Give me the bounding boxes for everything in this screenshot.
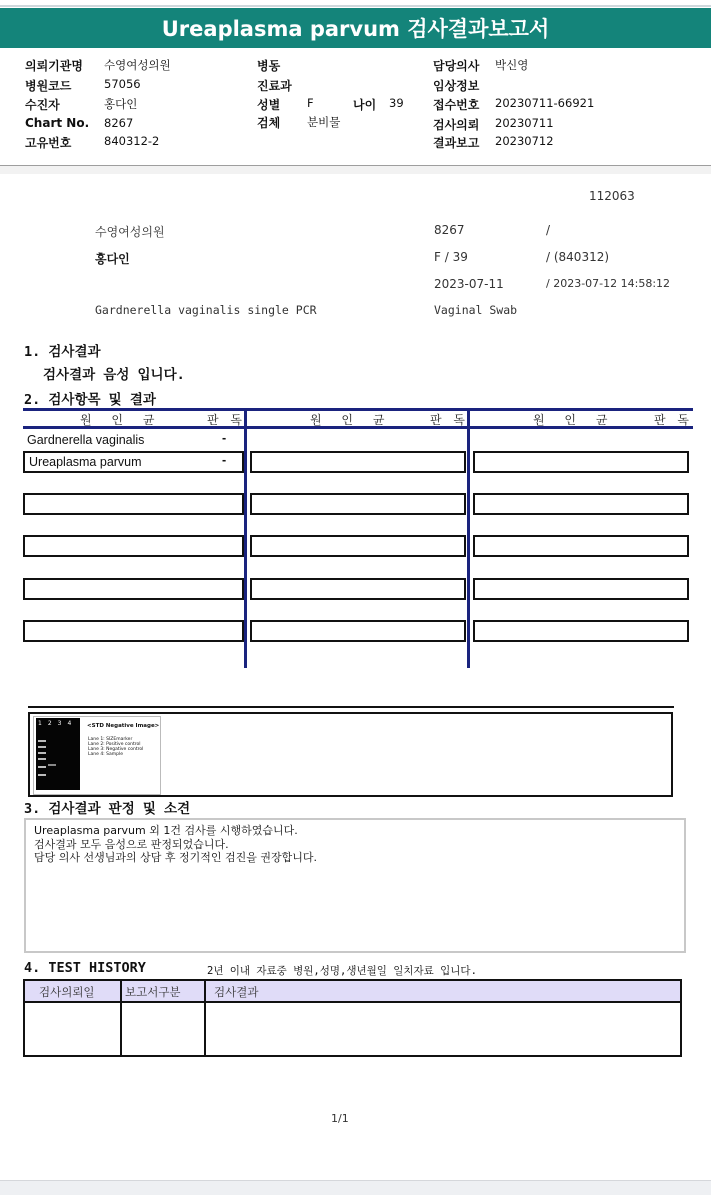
info-test-name: Gardnerella vaginalis single PCR	[95, 303, 317, 317]
col-header-pathogen-1: 원 인 균	[80, 413, 163, 427]
result-cell	[250, 578, 466, 600]
gel-top-rule	[28, 706, 674, 708]
gel-photo	[36, 718, 80, 790]
section4-note: 2년 이내 자료중 병원,성명,생년월일 일치자료 입니다.	[207, 965, 477, 977]
info-request-date: 2023-07-11	[434, 277, 504, 291]
gel-legend-item: Lane 4: Sample	[88, 752, 123, 757]
history-col-divider	[204, 981, 206, 1055]
result-cell	[473, 620, 689, 642]
result-cell	[473, 578, 689, 600]
value-chart-no: 8267	[104, 116, 134, 130]
report-code: 112063	[589, 189, 635, 203]
value-unique-id: 840312-2	[104, 134, 160, 148]
label-referring-institution: 의뢰기관명	[25, 59, 83, 73]
label-chart-no: Chart No.	[25, 116, 90, 130]
result-row-1-name: Gardnerella vaginalis	[27, 433, 145, 447]
col-header-pathogen-3: 원 인 균	[533, 413, 616, 427]
label-clinical-info: 임상정보	[433, 79, 480, 93]
value-receipt-no: 20230711-66921	[495, 96, 595, 110]
label-receipt-no: 접수번호	[433, 98, 480, 112]
result-row-1-value: -	[222, 431, 227, 445]
label-report-date: 결과보고	[433, 136, 480, 150]
value-hospital-code: 57056	[104, 77, 141, 91]
info-sex-age: F / 39	[434, 250, 468, 264]
info-chart: 8267	[434, 223, 465, 237]
col-header-pathogen-2: 원 인 균	[310, 413, 393, 427]
result-cell	[23, 451, 244, 473]
opinion-line: 담당 의사 선생님과의 상담 후 정기적인 검진을 권장합니다.	[34, 851, 317, 864]
result-cell	[23, 620, 244, 642]
info-patient-name: 홍다인	[95, 252, 130, 266]
gel-legend-item: Lane 2: Positive control	[88, 742, 141, 747]
result-cell	[23, 578, 244, 600]
result-cell	[250, 493, 466, 515]
col-header-judgement-3: 판 독	[654, 413, 693, 427]
info-id: / (840312)	[546, 250, 610, 264]
gel-lane-label: 3	[57, 720, 62, 727]
header-shadow	[0, 166, 711, 174]
result-cell	[473, 535, 689, 557]
history-col-result: 검사결과	[214, 985, 259, 999]
result-row-2-name: Ureaplasma parvum	[29, 455, 142, 469]
value-sex: F	[307, 96, 314, 110]
window-top-border	[0, 5, 711, 7]
gel-lane-label: 1	[38, 720, 42, 727]
table-divider-2	[467, 408, 470, 668]
result-cell	[250, 620, 466, 642]
opinion-box	[24, 818, 686, 953]
opinion-line: 검사결과 모두 음성으로 판정되었습니다.	[34, 837, 229, 851]
history-col-report-type: 보고서구분	[125, 985, 181, 999]
value-report-date: 20230712	[495, 134, 554, 148]
result-cell	[473, 493, 689, 515]
value-age: 39	[389, 96, 404, 110]
value-specimen: 분비물	[307, 115, 341, 129]
label-age: 나이	[353, 98, 377, 112]
result-row-2-value: -	[222, 453, 227, 467]
label-unique-id: 고유번호	[25, 136, 72, 150]
section1-result-text: 검사결과 음성 입니다.	[43, 367, 185, 383]
section1-title: 1. 검사결과	[24, 344, 101, 360]
section4-title: 4. TEST HISTORY	[24, 960, 146, 976]
gel-legend-item: Lane 3: Negative control	[88, 747, 144, 752]
result-cell	[250, 451, 466, 473]
value-referring-institution: 수영여성의원	[104, 58, 171, 72]
info-specimen: Vaginal Swab	[434, 303, 518, 317]
label-attending-doctor: 담당의사	[433, 59, 480, 73]
gel-lane-numbers	[38, 720, 71, 727]
info-hospital: 수영여성의원	[95, 225, 165, 239]
label-sex: 성별	[257, 98, 281, 112]
label-specimen: 검체	[257, 116, 281, 130]
gel-lane-label: 2	[47, 720, 52, 727]
value-attending-doctor: 박신영	[495, 58, 529, 72]
history-table	[23, 979, 682, 1057]
table-divider-1	[244, 408, 247, 668]
history-col-request-date: 검사의뢰일	[39, 985, 95, 999]
label-ward: 병동	[257, 59, 281, 73]
opinion-line: Ureaplasma parvum 외 1건 검사를 시행하였습니다.	[34, 824, 298, 837]
result-cell	[473, 451, 689, 473]
result-cell	[23, 493, 244, 515]
report-title: Ureaplasma parvum 검사결과보고서	[0, 8, 711, 48]
history-col-divider	[120, 981, 122, 1055]
history-table-header	[25, 981, 680, 1003]
col-header-judgement-2: 판 독	[430, 413, 469, 427]
section3-title: 3. 검사결과 판정 및 소견	[24, 801, 191, 817]
col-header-judgement-1: 판 독	[207, 413, 246, 427]
info-report-datetime: / 2023-07-12 14:58:12	[546, 277, 671, 290]
result-cell	[250, 535, 466, 557]
gel-legend	[88, 737, 143, 757]
taskbar	[0, 1180, 711, 1195]
label-hospital-code: 병원코드	[25, 79, 72, 93]
value-request-date: 20230711	[495, 116, 554, 130]
value-patient: 홍다인	[104, 97, 138, 111]
label-request-date: 검사의뢰	[433, 118, 480, 132]
info-slash: /	[546, 223, 551, 237]
gel-image-title: <STD Negative Image>	[87, 723, 160, 729]
section2-title: 2. 검사항목 및 결과	[24, 392, 156, 408]
gel-lane-label: 4	[67, 720, 72, 727]
result-cell	[23, 535, 244, 557]
label-patient: 수진자	[25, 98, 60, 112]
label-department: 진료과	[257, 79, 292, 93]
gel-legend-item: Lane 1: SIZEmarker	[88, 737, 133, 742]
page-number: 1/1	[331, 1112, 349, 1125]
